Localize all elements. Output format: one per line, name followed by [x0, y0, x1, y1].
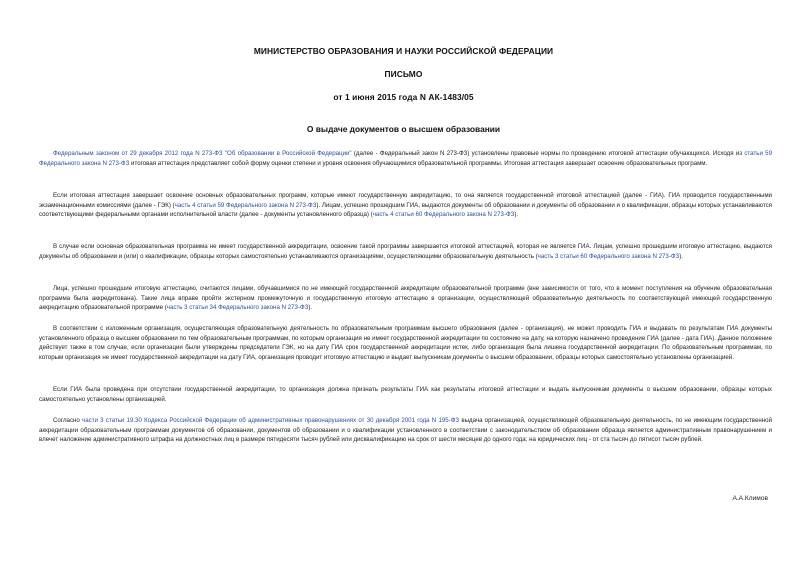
signature: А.А.Климов: [732, 495, 768, 502]
document-subject: О выдаче документов о высшем образовании: [306, 124, 501, 134]
paragraph-text: ).: [514, 211, 519, 219]
paragraph-text: Лица, успешно прошедшие итоговую аттестацию, считаются лицами, обучавшимися по не имеющей государственной аккредитации образовательной программе (вне зависимости от того, что в момент поступления на обучение образовательная программа была аккредитована). Такие лица вправе пройти экстерном промежуточную и государственную итоговую аттестацию в организации, осуществляющей образовательную деятельность по соответствующей имеющей государственную аккредитацию образовательной программе (: [39, 285, 772, 312]
paragraph-1: [39, 149, 772, 168]
law-link[interactable]: части 3 статьи 19.30 Кодекса Российской Федерации об административных правонарушениях от 30 декабря 2001 года N 195-ФЗ: [82, 417, 460, 424]
paragraph-7: [39, 416, 772, 445]
law-link[interactable]: статьи 59 Федерального закона N 273-ФЗ: [39, 150, 772, 167]
paragraph-text: ). Лицам, успешно прошедшим ГИА, выдаются документы об образовании и документы об образовании и о квалификации, образцы которых устанавливаются соответствующими федеральными органами исполнительной власти (далее - документы установленного образца) (: [39, 201, 772, 219]
law-link[interactable]: часть 3 статьи 34 Федерального закона N 273-ФЗ: [166, 304, 309, 312]
paragraph-text: Если итоговая аттестация завершает освоение основных образовательных программ, которые имеют государственную аккредитацию, то она является государственной итоговой аттестацией (далее - ГИА). ГИА проводится государственными экзаменационными комиссиями (далее - ГЭК) (: [39, 192, 772, 209]
ministry-heading: МИНИСТЕРСТВО ОБРАЗОВАНИЯ И НАУКИ РОССИЙСКОЙ ФЕДЕРАЦИИ: [253, 46, 554, 56]
document-type: ПИСЬМО: [384, 69, 423, 79]
paragraph-6: [39, 385, 772, 404]
paragraph-2: [39, 191, 772, 220]
paragraph-4: [39, 284, 772, 313]
paragraph-text: (далее - Федеральный закон N 273-ФЗ) установлены правовые нормы по проведению итоговой аттестации обучающихся. Исходя из: [351, 150, 745, 157]
paragraph-5: [39, 324, 772, 362]
paragraph-text: ).: [308, 304, 313, 312]
paragraph-text: выдача организацией, осуществляющей образовательную деятельность, по не имеющим государственной аккредитации образовательным программам документов об образовании, документов об образовании и о квалификации установленного в соответствии с законодательством об образовании образца является административным правонарушением и влечет наложение административного штрафа на должностных лиц в размере пятидесяти тысяч рублей или дисквалификацию на срок от шести месяцев до одного года; на юридических лиц - от ста тысяч до пятисот тысяч рублей.: [39, 417, 773, 444]
paragraph-text: итоговая аттестация представляет собой форму оценки степени и уровня освоения обучающимися образовательной программы. Итоговая аттестация завершает освоение образовательных программ.: [129, 159, 708, 167]
law-link[interactable]: часть 4 статьи 60 Федерального закона N 273-ФЗ: [372, 211, 515, 219]
paragraph-text: В соответствии с изложенным организация, осуществляющая образовательную деятельность по образовательным программам высшего образования (далее - организация), не может проводить ГИА и выдавать по результатам ГИА документы установленного образца о высшем образовании по тем образовательным программам, по которым организация не имеет государственной аккредитации по состоянию на дату, на которую назначено проведение ГИА (далее - дата ГИА). Данное положение действует также в том случае, если организации были утверждены председатели ГЭК, но на дату ГИА срок государственной аккредитации истек, либо организация была лишена государственной аккредитации. По образовательным программам, по которым организация не имеет государственной аккредитации на дату ГИА, организация проводит итоговую аттестацию и выдает выпускникам документы о высшем образовании, образцы которых самостоятельно установлены организацией.: [39, 325, 772, 361]
paragraph-text: В случае если основная образовательная программа не имеет государственной аккредитации, освоение такой программы завершается итоговой аттестацией, которая не является ГИА. Лицам, успешно прошедшим итоговую аттестацию, выдаются документы об образовании и (или) о квалификации, образцы которых самостоятельно устанавливаются организациями, осуществляющими образовательную деятельность (: [39, 243, 772, 260]
paragraph-text: Если ГИА была проведена при отсутствии государственной аккредитации, то организация должна признать результаты ГИА как результаты итоговой аттестации и выдать выпускникам документы о высшем образовании, образцы которых самостоятельно установлены организацией.: [39, 386, 772, 403]
law-link[interactable]: часть 3 статьи 60 Федерального закона N 273-ФЗ: [537, 252, 680, 260]
paragraph-text: ).: [679, 252, 684, 260]
paragraph-3: [39, 242, 772, 261]
law-link[interactable]: часть 4 статьи 59 Федерального закона N 273-ФЗ: [174, 201, 317, 209]
document-date-number: от 1 июня 2015 года N АК-1483/05: [333, 92, 474, 102]
paragraph-text: Согласно: [53, 417, 83, 424]
law-link[interactable]: Федеральным законом от 29 декабря 2012 года N 273-ФЗ "Об образовании в Российской Федерации": [53, 150, 352, 157]
